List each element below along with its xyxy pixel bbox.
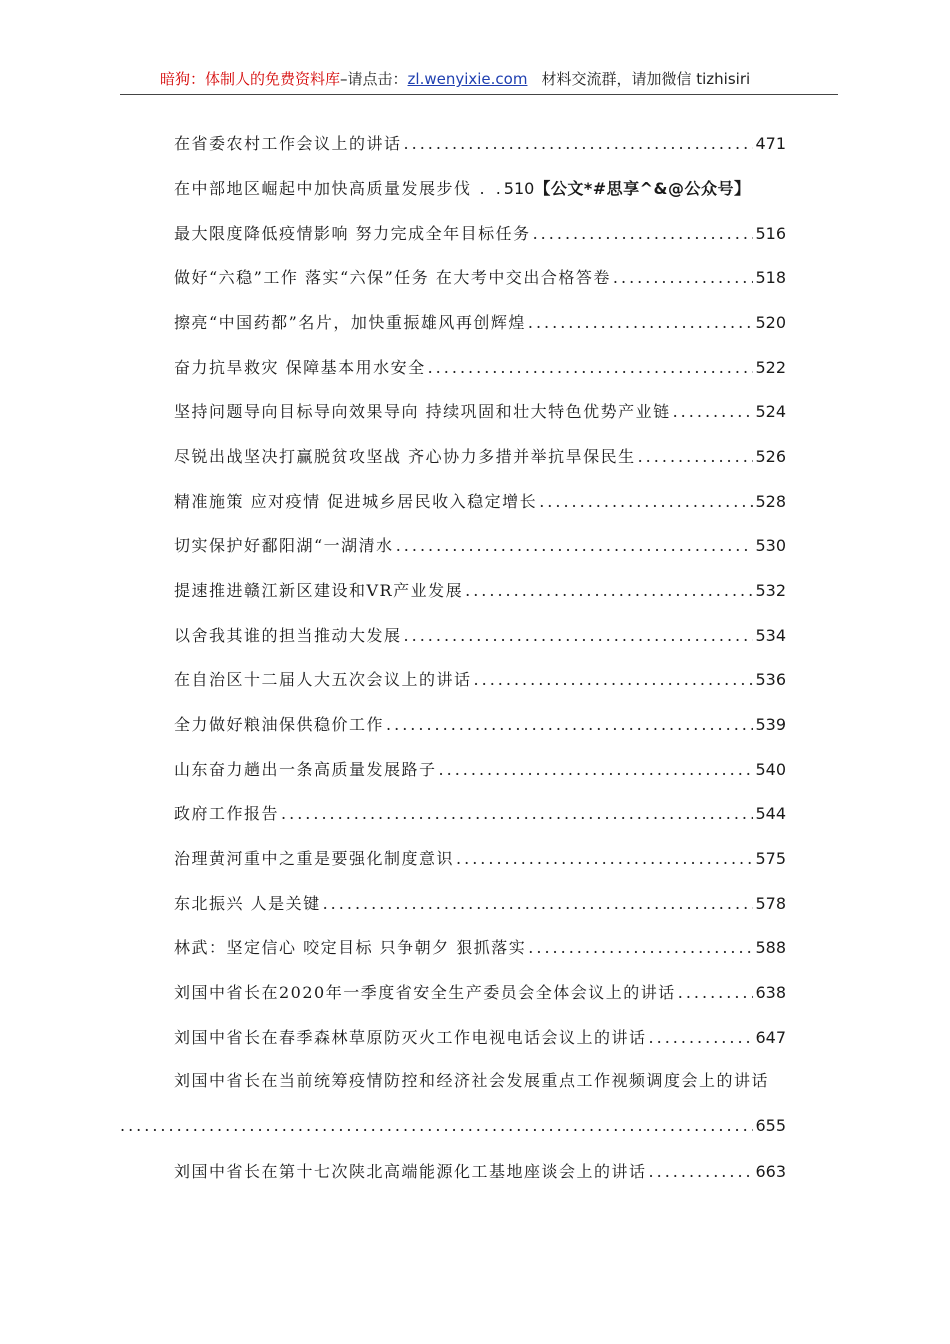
page-number: 518: [755, 268, 786, 287]
dot-leader: [474, 668, 754, 692]
page-header: [120, 64, 838, 95]
toc-entry[interactable]: 切实保护好鄱阳湖“一湖清水 ..... 530: [174, 534, 786, 558]
toc-entry-wrapped-title[interactable]: 刘国中省长在当前统筹疫情防控和经济社会发展重点工作视频调度会上的讲话: [174, 1071, 770, 1090]
page-number: 520: [755, 313, 786, 332]
toc-entry[interactable]: 在中部地区崛起中加快高质量发展步伐 . . 510 【公文*#思享^&@公众号】: [174, 177, 786, 201]
page-number: 524: [755, 402, 786, 421]
dot-leader: [539, 490, 753, 514]
toc-entry[interactable]: 最大限度降低疫情影响 努力完成全年目标任务 ..... 516: [174, 222, 786, 246]
header-wechat-info: 材料交流群，请加微信 tizhisiri: [541, 70, 751, 88]
dot-leader: [678, 981, 754, 1005]
dot-leader: [386, 713, 753, 737]
toc-entry[interactable]: 刘国中省长在春季森林草原防灭火工作电视电话会议上的讲话 ..... 647: [174, 1026, 786, 1050]
dot-leader: [323, 892, 754, 916]
dot-leader: [456, 847, 753, 871]
page-number: 544: [755, 804, 786, 823]
dot-leader: [638, 445, 754, 469]
dot-leader: [465, 579, 753, 603]
page-number: 539: [755, 715, 786, 734]
toc-entry[interactable]: 精准施策 应对疫情 促进城乡居民收入稳定增长 ..... 528: [174, 490, 786, 514]
toc-entry[interactable]: 山东奋力趟出一条高质量发展路子 ..... 540: [174, 758, 786, 782]
page-number: 532: [755, 581, 786, 600]
page-number: 534: [755, 626, 786, 645]
page-number: 510: [503, 179, 535, 198]
toc-entry[interactable]: 全力做好粮油保供稳价工作 ..... 539: [174, 713, 786, 737]
dot-leader: [404, 132, 754, 156]
page-number: 647: [755, 1028, 786, 1047]
page-number: 578: [755, 894, 786, 913]
toc-entry[interactable]: 在省委农村工作会议上的讲话 ..... 471: [174, 132, 786, 156]
toc-entry[interactable]: 东北振兴 人是关键 ..... 578: [174, 892, 786, 916]
dot-leader: [649, 1160, 754, 1184]
dot-leader: [528, 936, 753, 960]
dot-leader: [404, 624, 754, 648]
toc-entry[interactable]: 奋力抗旱救灾 保障基本用水安全 ..... 522: [174, 356, 786, 380]
header-click-prompt: –请点击：: [340, 70, 408, 88]
toc-entry-wrapped-leader[interactable]: [120, 1114, 786, 1138]
toc-entry[interactable]: 以舍我其谁的担当推动大发展 ..... 534: [174, 624, 786, 648]
page-number: 575: [755, 849, 786, 868]
dot-leader: [396, 534, 754, 558]
dot-leader: [533, 222, 754, 246]
dot-leader: [281, 802, 753, 826]
toc-entry[interactable]: 做好“六稳”工作 落实“六保”任务 在大考中交出合格答卷 ..... 518: [174, 266, 786, 290]
toc-entry[interactable]: 坚持问题导向目标导向效果导向 持续巩固和壮大特色优势产业链 ..... 524: [174, 400, 786, 424]
page-number: 638: [755, 983, 786, 1002]
dot-leader: [120, 1114, 753, 1138]
page-number: 540: [755, 760, 786, 779]
page-number: 526: [755, 447, 786, 466]
page-number: 528: [755, 492, 786, 511]
toc-entry[interactable]: 林武：坚定信心 咬定目标 只争朝夕 狠抓落实 ..... 588: [174, 936, 786, 960]
dot-leader: [673, 400, 754, 424]
dot-leader: [649, 1026, 754, 1050]
page-number: 655: [755, 1116, 786, 1135]
page-number: 588: [755, 938, 786, 957]
page-number: 522: [755, 358, 786, 377]
toc-entry[interactable]: 政府工作报告 ..... 544: [174, 802, 786, 826]
header-site-name: 暗狗：体制人的免费资料库: [160, 70, 341, 88]
page-number: 663: [755, 1162, 786, 1181]
page-number: 516: [755, 224, 786, 243]
toc-entry[interactable]: 治理黄河重中之重是要强化制度意识 ..... 575: [174, 847, 786, 871]
toc-entry[interactable]: 提速推进赣江新区建设和VR产业发展 ..... 532: [174, 579, 786, 603]
toc-entry[interactable]: 尽锐出战坚决打赢脱贫攻坚战 齐心协力多措并举抗旱保民生 ..... 526: [174, 445, 786, 469]
toc-entry[interactable]: 刘国中省长在2020年一季度省安全生产委员会全体会议上的讲话 ..... 638: [174, 981, 786, 1005]
page-number: 530: [755, 536, 786, 555]
watermark-text: 【公文*#思享^&@公众号】: [534, 179, 751, 198]
page-number: 471: [755, 134, 786, 153]
toc-entry[interactable]: 在自治区十二届人大五次会议上的讲话 ..... 536: [174, 668, 786, 692]
page-number: 536: [755, 670, 786, 689]
dot-leader: [439, 758, 754, 782]
dot-leader: [428, 356, 754, 380]
header-link[interactable]: zl.wenyixie.com: [407, 70, 528, 88]
dot-leader: [528, 311, 754, 335]
toc-entry[interactable]: 擦亮“中国药都”名片，加快重振雄风再创辉煌 ..... 520: [174, 311, 786, 335]
dot-leader: [613, 266, 754, 290]
toc-entry[interactable]: 刘国中省长在第十七次陕北高端能源化工基地座谈会上的讲话 ..... 663: [174, 1160, 786, 1184]
